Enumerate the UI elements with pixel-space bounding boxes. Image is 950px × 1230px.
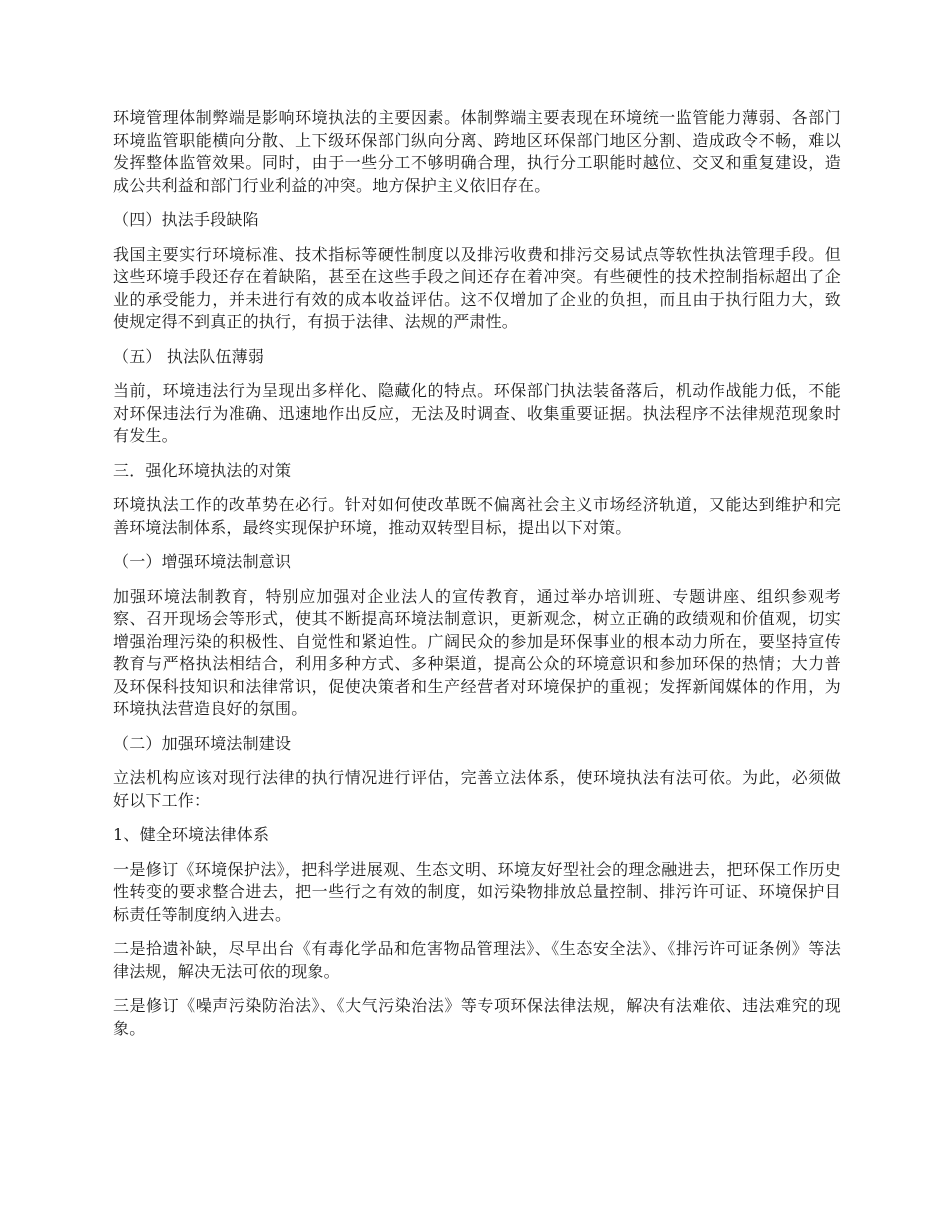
section-heading-4: （四）执法手段缺陷	[113, 210, 259, 229]
paragraph-legislative-evaluation: 立法机构应该对现行法律的执行情况进行评估，完善立法体系，使环境执法有法可依。为此，必须做好以下工作：	[113, 768, 841, 810]
paragraph-legal-education: 加强环境法制教育，特别应加强对企业法人的宣传教育，通过举办培训班、专题讲座、组织参观考察、召开现场会等形式，使其不断提高环境法制意识，更新观念，树立正确的政绩观和价值观，切实增强治理污染的积极性、自觉性和紧迫性。广阔民众的参加是环保事业的根本动力所在，要坚持宣传教育与严格执法相结合，利用多种方式、多种渠道，提高公众的环境意识和参加环保的热情；大力普及环保科技知识和法律常识，促使决策者和生产经营者对环境保护的重视；发挥新闻媒体的作用，为环境执法营造良好的氛围。	[113, 586, 841, 718]
section-heading-1-awareness: （一）增强环境法制意识	[113, 552, 292, 571]
section-heading-2-legal-construction: （二）加强环境法制建设	[113, 733, 292, 753]
paragraph-enforcement-team: 当前，环境违法行为呈现出多样化、隐藏化的特点。环保部门执法装备落后，机动作战能力低，不能对环保违法行为准确、迅速地作出反应，无法及时调查、收集重要证据。执法程序不法律规范现象时有发生。	[113, 381, 841, 445]
section-heading-3-countermeasures: 三．强化环境执法的对策	[113, 460, 292, 480]
paragraph-item-one: 一是修订《环境保护法》，把科学进展观、生态文明、环境友好型社会的理念融进去，把环保工作历史性转变的要求整合进去，把一些行之有效的制度，如污染物排放总量控制、排污许可证、环境保护目标责任等制度纳入进去。	[113, 859, 841, 924]
paragraph-reform-intro: 环境执法工作的改革势在必行。针对如何使改革既不偏离社会主义市场经济轨道，又能达到维护和完善环境法制体系，最终实现保护环境，推动双转型目标，提出以下对策。	[113, 495, 841, 537]
subsection-heading-legal-system: 1、健全环境法律体系	[113, 825, 270, 844]
paragraph-item-two: 二是拾遗补缺，尽早出台《有毒化学品和危害物品管理法》、《生态安全法》、《排污许可证条例》等法律法规，解决无法可依的现象。	[113, 939, 841, 981]
paragraph-item-three: 三是修订《噪声污染防治法》、《大气污染治法》等专项环保法律法规，解决有法难依、违法难究的现象。	[113, 996, 841, 1038]
document-body	[113, 107, 841, 1052]
paragraph-institutional-drawbacks: 环境管理体制弊端是影响环境执法的主要因素。体制弊端主要表现在环境统一监管能力薄弱、各部门环境监管职能横向分散、上下级环保部门纵向分离、跨地区环保部门地区分割、造成政令不畅，难以发挥整体监管效果。同时，由于一些分工不够明确合理，执行分工职能时越位、交叉和重复建设，造成公共利益和部门行业利益的冲突。地方保护主义依旧存在。	[113, 108, 841, 195]
section-heading-5: （五） 执法队伍薄弱	[113, 346, 265, 366]
paragraph-enforcement-means: 我国主要实行环境标准、技术指标等硬性制度以及排污收费和排污交易试点等软性执法管理手段。但这些环境手段还存在着缺陷，甚至在这些手段之间还存在着冲突。有些硬性的技术控制指标超出了企业的承受能力，并未进行有效的成本收益评估。这不仅增加了企业的负担，而且由于执行阻力大，致使规定得不到真正的执行，有损于法律、法规的严肃性。	[113, 244, 841, 331]
